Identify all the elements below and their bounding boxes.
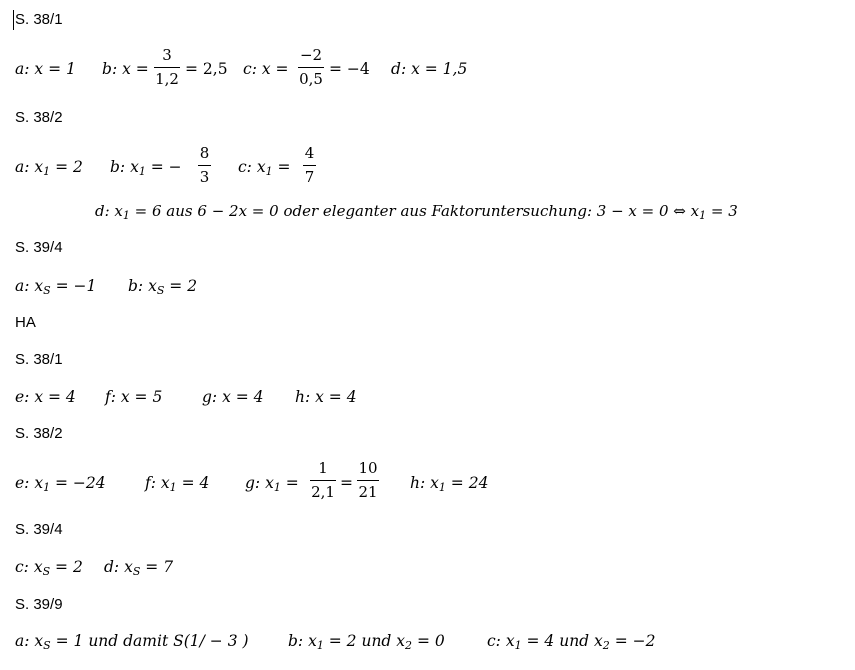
fraction-bar: [303, 165, 316, 166]
fraction-b: [154, 46, 180, 88]
answer-d-line1: [391, 59, 467, 79]
heading-ha-s39-4: S. 39/4: [15, 521, 63, 538]
answer-g-line5: g: x = 4: [202, 388, 264, 406]
fraction-g6-a-denominator: 2,1: [311, 483, 335, 501]
text-cursor: [13, 10, 14, 30]
fraction-bar: [154, 67, 180, 68]
equation-b-result: = 2,5: [185, 60, 228, 78]
answer-c-line7: c: $x_S = 2$: [15, 558, 83, 578]
fraction-bar: [310, 480, 336, 481]
heading-ha-s38-1: S. 38/1: [15, 351, 63, 368]
fraction-g6-a-numerator: 1: [318, 459, 328, 477]
answer-b-line2: b: $x_1$ = −: [110, 158, 182, 178]
answer-a-line1: [15, 59, 76, 79]
fraction-c: [298, 46, 324, 88]
heading-ha: HA: [15, 314, 36, 331]
answer-a-line8: a: $x_S = 1$ und damit S(1/ − 3 ): [15, 632, 249, 652]
equation-c-result: = −4: [329, 60, 370, 78]
answer-c-line2: c: $x_1$ =: [238, 158, 291, 178]
fraction-b2-denominator: 3: [199, 168, 210, 186]
fraction-c2: [303, 144, 316, 186]
fraction-b-denominator: 1,2: [155, 70, 179, 88]
label-d: d: [391, 60, 401, 78]
equals-sign: =: [340, 474, 353, 492]
fraction-bar: [357, 480, 379, 481]
answer-h-line5: h: x = 4: [295, 388, 357, 406]
fraction-g6-b: [357, 459, 379, 501]
heading-s38-1: S. 38/1: [15, 11, 63, 28]
answer-d-line7: d: $x_S = 7$: [104, 558, 174, 578]
fraction-b-numerator: 3: [162, 46, 172, 64]
answer-f-line6: f: $x_1 = 4$: [145, 474, 210, 494]
fraction-c-numerator: −2: [299, 46, 323, 64]
equation-a: : x = 1: [24, 60, 76, 78]
answer-f-line5: f: x = 5: [105, 388, 163, 406]
fraction-g6-b-numerator: 10: [358, 459, 378, 477]
answer-c-line8: c: $x_1 = 4$ und $x_2 = -2$: [487, 632, 656, 652]
answer-a-line2: a: $x_1 = 2$: [15, 158, 83, 178]
equation-b-prefix: : x =: [111, 60, 149, 78]
fraction-g6-b-denominator: 21: [358, 483, 378, 501]
answer-h-line6: h: $x_1 = 24$: [410, 474, 489, 494]
fraction-bar: [298, 67, 324, 68]
fraction-bar: [198, 165, 211, 166]
answer-g-line6: g: $x_1$ =: [245, 474, 299, 494]
heading-s38-2: S. 38/2: [15, 109, 63, 126]
heading-s39-4: S. 39/4: [15, 239, 63, 256]
heading-s39-9: S. 39/9: [15, 596, 63, 613]
fraction-c2-denominator: 7: [304, 168, 315, 186]
answer-b-line1: [102, 59, 149, 79]
fraction-c2-numerator: 4: [304, 144, 315, 162]
answer-b-line8: b: $x_1 = 2$ und $x_2 = 0$: [288, 632, 445, 652]
answer-a-line4: a: $x_S = -1$: [15, 277, 97, 297]
fraction-b2-numerator: 8: [199, 144, 210, 162]
heading-ha-s38-2: S. 38/2: [15, 425, 63, 442]
answer-d-line3: d: $x_1 = 6$ aus 6 − 2x = 0 oder eleganter aus Faktoruntersuchung: 3 − x = 0 ⇔ $x_1 = 3$: [95, 202, 738, 222]
answer-c-line1: [243, 59, 289, 79]
answer-e-line5: e: x = 4: [15, 388, 76, 406]
fraction-c-denominator: 0,5: [299, 70, 323, 88]
label-c: c: [243, 60, 252, 78]
equation-d: : x = 1,5: [400, 60, 468, 78]
label-b: b: [102, 60, 112, 78]
answer-e-line6: e: $x_1 = -24$: [15, 474, 106, 494]
fraction-g6-a: [310, 459, 336, 501]
fraction-b2: [198, 144, 211, 186]
equation-c-prefix: : x =: [251, 60, 289, 78]
label-a: a: [15, 60, 25, 78]
answer-b-line4: b: $x_S = 2$: [128, 277, 198, 297]
